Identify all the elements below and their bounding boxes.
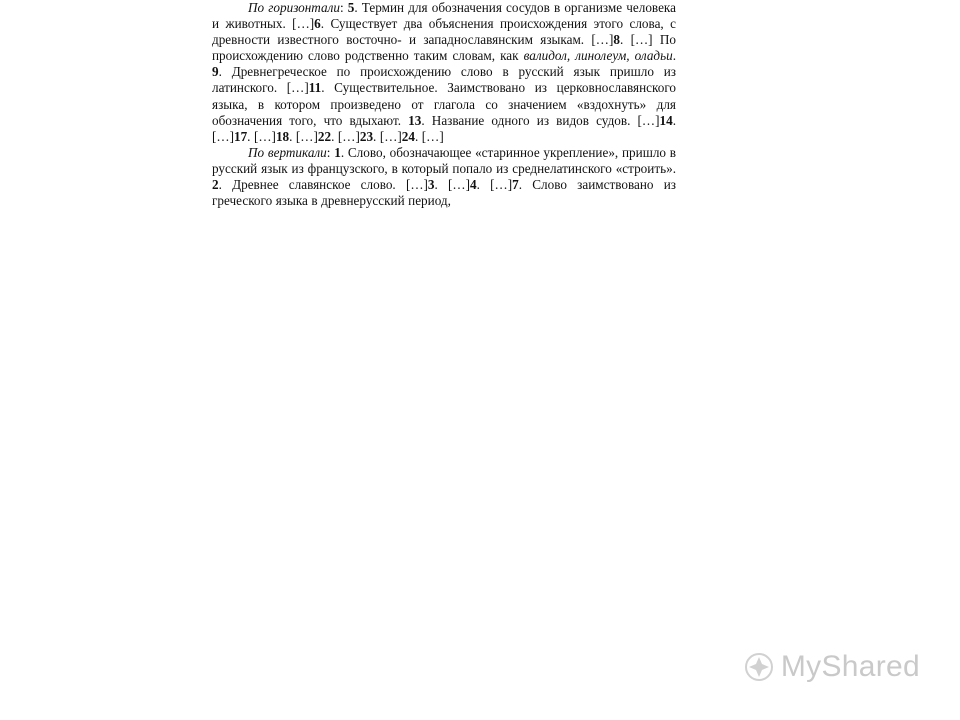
text-fragment: . Существует два объяснения происхождения этого слова, с древности известного восточно- и западнославянским языкам. […] [212,16,676,48]
section-label: По вертикали [248,144,327,160]
text-fragment: . Термин для обозначения сосудов в организме человека и животных. […] [212,0,676,32]
clue-number: 24 [401,128,415,144]
text-fragment: . […] [331,128,360,144]
clue-number: 6 [314,16,321,32]
clue-number: 11 [308,80,322,96]
clue-number: 5 [347,0,355,15]
section-label: По горизонтали [248,0,340,15]
clue-number: 7 [512,177,519,193]
clue-number: 2 [212,177,219,193]
italic-fragment: валидол, линолеум, оладьи [523,48,673,64]
section-vertical [212,145,676,209]
text-fragment: : [339,0,348,15]
clue-number: 22 [317,128,332,144]
clue-number: 3 [427,177,435,193]
watermark-text: MyShared [780,650,920,683]
clue-number: 23 [359,128,374,144]
clue-number: 13 [408,112,422,128]
text-fragment: . […] [373,128,402,144]
document-text-block [212,0,676,209]
clue-number: 9 [212,64,219,80]
text-fragment: . […] [212,112,676,144]
text-fragment: : [326,144,335,160]
text-fragment: . […] [434,177,471,193]
watermark [743,650,920,684]
text-fragment: . Слово, обозначающее «старинное укрепление», пришло в русский язык из французского, в который попало из среднелатинского «строить». [212,144,677,176]
clue-number: 8 [613,32,620,48]
clue-number: 4 [470,177,477,193]
text-fragment: . […] По происхождению слово родственно таким словам, как [212,32,676,64]
text-fragment: . Существительное. Заимствовано из церковнославянского языка, в котором произведено от глагола со значением «вздохнуть» для обозначения того, что вдыхают. [212,80,676,128]
text-fragment: . […] [476,177,513,193]
clue-number: 1 [334,144,341,160]
text-fragment: . Древнегреческое по происхождению слово в русский язык пришло из латинского. […] [212,64,676,96]
text-fragment: . […] [247,128,276,144]
text-fragment: . […] [414,128,444,144]
myshared-logo-icon [743,651,775,683]
clue-number: 14 [659,112,673,128]
section-horizontal [212,0,676,145]
text-fragment: . […] [289,128,318,144]
clue-number: 17 [233,128,248,144]
text-fragment: . Название одного из видов судов. […] [421,112,660,128]
text-fragment: . [672,48,676,64]
text-fragment: . Древнее славянское слово. […] [218,177,428,193]
clue-number: 18 [275,128,290,144]
text-fragment: . Слово заимствовано из греческого языка в древнерусский период, [212,177,677,209]
